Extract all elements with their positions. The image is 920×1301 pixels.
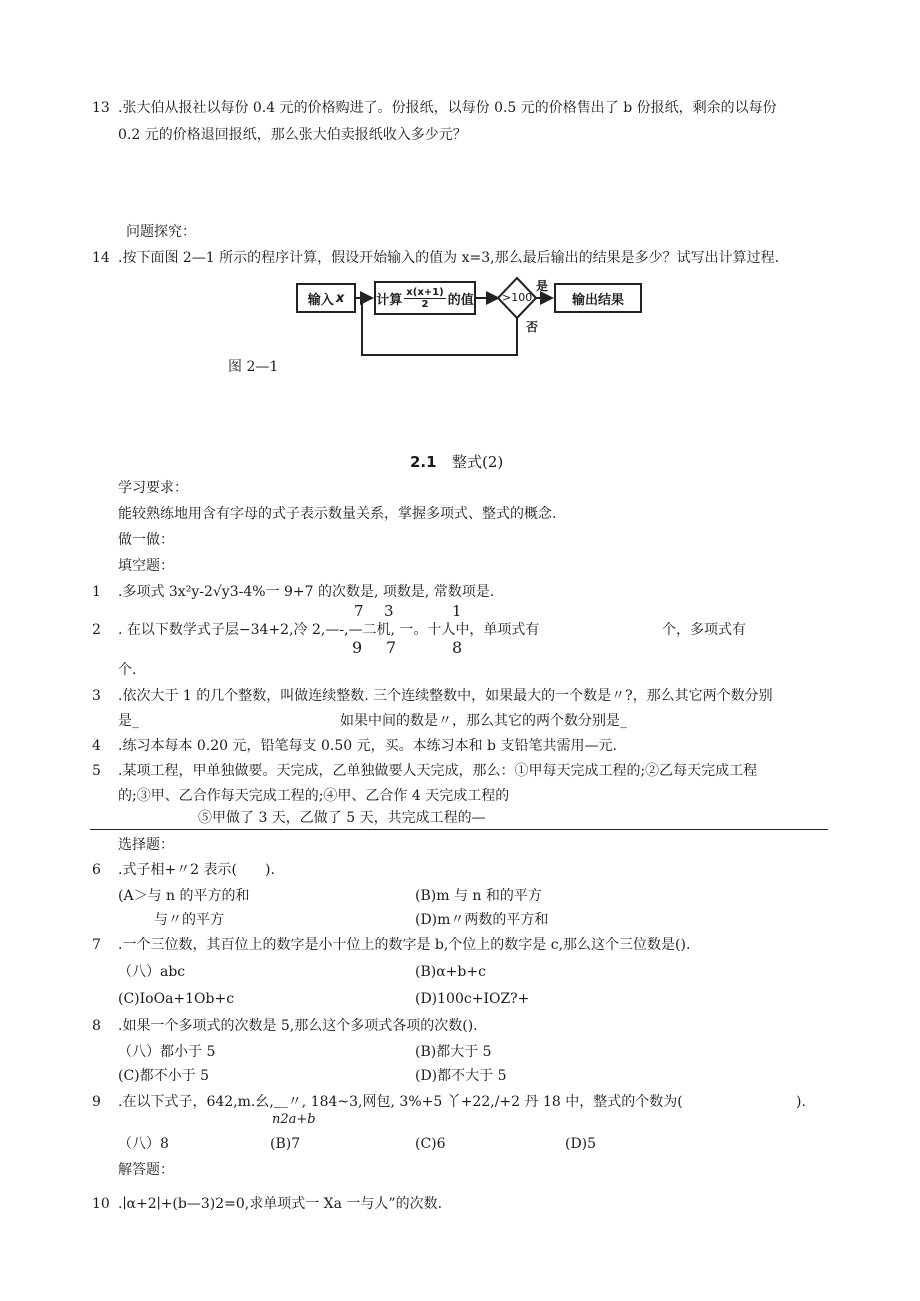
question-8-text: .如果一个多项式的次数是 5,那么这个多项式各项的次数(). (118, 1018, 478, 1034)
question-3-line1: .依次大于 1 的几个整数，叫做连续整数. 三个连续整数中，如果最大的一个数是〃?，那么其它两个数分别 (118, 688, 773, 704)
input-box (296, 283, 356, 313)
question-7-option-b: (B)α+b+c (415, 964, 486, 980)
question-2-number: 2 (92, 622, 101, 638)
question-7-option-c: (C)IoOa+1Ob+c (118, 991, 235, 1007)
question-7-text: .一个三位数，其百位上的数字是小十位上的数字是 b,个位上的数字是 c,那么这个三位数是(). (118, 937, 691, 953)
question-9-number: 9 (92, 1094, 101, 1110)
question-2-text-c: 个. (118, 662, 137, 678)
question-14-number: 14 (92, 250, 110, 266)
question-5-line3: ⑤甲做了 3 天，乙做了 5 天，共完成工程的— (198, 810, 486, 826)
question-4-text: .练习本每本 0.20 元，铅笔每支 0.50 元，买。本练习本和 b 支铅笔共需用—元. (118, 738, 617, 754)
question-13-line2: 0.2 元的价格退回报纸，那么张大伯卖报纸收入多少元？ (118, 127, 467, 143)
explore-label: 问题探究： (126, 224, 196, 240)
question-6-number: 6 (92, 862, 101, 878)
question-3-line2a: 是_ (118, 713, 139, 729)
question-7-option-a: （八）abc (118, 964, 186, 980)
input-label: 输入 (307, 292, 334, 308)
question-2-text-b: 个，多项式有 (662, 622, 746, 638)
question-9-subscript: n2a+b (272, 1112, 316, 1127)
question-5-line1: .某项工程，甲单独做要。天完成，乙单独做要人天完成，那么：①甲每天完成工程的;②乙每天完成工程 (118, 763, 758, 779)
question-8-option-d: (D)都不大于 5 (415, 1068, 507, 1084)
decision-label: >100 (502, 291, 533, 304)
question-9-text-end: ). (796, 1094, 806, 1110)
question-9-option-c: (C)6 (415, 1136, 446, 1152)
compute-prefix: 计算 (376, 292, 403, 308)
question-6-option-c: 与〃的平方 (154, 912, 224, 928)
section-number: 2.1 (410, 453, 437, 471)
question-2-sup-1: 7 (354, 602, 364, 620)
question-9-option-a: （八）8 (118, 1136, 169, 1152)
yes-label: 是 (536, 279, 549, 293)
compute-numerator: x(x+1) (406, 286, 444, 298)
requirements-text: 能较熟练地用含有字母的式子表示数量关系，掌握多项式、整式的概念. (118, 506, 557, 522)
question-2-sub-2: 7 (386, 638, 397, 657)
question-10-number: 10 (92, 1196, 110, 1212)
question-3-line2b: 如果中间的数是〃，那么其它的两个数分别是_ (340, 713, 627, 729)
question-8-option-a: （八）都小于 5 (118, 1044, 216, 1060)
question-8-option-b: (B)都大于 5 (415, 1044, 492, 1060)
question-9-option-d: (D)5 (565, 1136, 597, 1152)
compute-box (374, 281, 476, 315)
question-13-line1: .张大伯从报社以每份 0.4 元的价格购进了。份报纸，以每份 0.5 元的价格售出了 b 份报纸，剩余的以每份 (118, 100, 777, 116)
question-2-sup-3: 1 (452, 602, 462, 620)
question-2-text-a: . 在以下数学式子层−34+2,冷 2,—-,—二机, 一。十人中，单项式有 (118, 622, 540, 638)
question-4-number: 4 (92, 738, 101, 754)
question-1-text: .多项式 3x²y-2√y3-4%一 9+7 的次数是, 项数是, 常数项是. (118, 584, 495, 600)
question-7-option-d: (D)100c+IOZ?+ (415, 991, 530, 1007)
do-label: 做一做： (118, 532, 174, 548)
question-9-text: .在以下式子，642,m.幺,＿〃, 184~3,网包, 3%+5 丫+22,/+2 丹 18 中，整式的个数为( (118, 1094, 683, 1110)
compute-fraction (404, 287, 445, 310)
question-2-sup-2: 3 (384, 602, 394, 620)
question-14-text: .按下面图 2—1 所示的程序计算，假设开始输入的值为 x=3,那么最后输出的结果是多少？试写出计算过程. (118, 250, 780, 266)
question-6-option-a: (A＞与 n 的平方的和 (118, 888, 250, 904)
figure-caption: 图 2—1 (228, 359, 279, 375)
requirements-label: 学习要求： (118, 480, 188, 496)
section-title: 整式(2) (452, 453, 504, 471)
question-7-number: 7 (92, 937, 101, 953)
flowchart (290, 275, 650, 360)
question-6-text: .式子相+〃2 表示( ). (118, 862, 275, 878)
answer-label: 解答题： (118, 1162, 174, 1178)
choice-label: 选择题： (118, 837, 174, 853)
question-9-option-b: (B)7 (270, 1136, 301, 1152)
compute-denominator: 2 (421, 298, 429, 310)
question-5-number: 5 (92, 763, 101, 779)
question-13-number: 13 (92, 100, 110, 116)
output-box: 输出结果 (554, 283, 642, 313)
question-8-option-c: (C)都不小于 5 (118, 1068, 209, 1084)
fill-label: 填空题： (118, 558, 174, 574)
question-6-option-b: (B)m 与 n 和的平方 (415, 888, 542, 904)
question-8-number: 8 (92, 1018, 101, 1034)
question-1-number: 1 (92, 584, 101, 600)
question-2-sub-3: 8 (452, 638, 463, 657)
question-5-line2: 的;③甲、乙合作每天完成工程的;④甲、乙合作 4 天完成工程的 (118, 788, 510, 804)
question-3-number: 3 (92, 688, 101, 704)
compute-suffix: 的值 (447, 292, 474, 308)
section-divider (90, 829, 828, 830)
no-label: 否 (526, 320, 539, 334)
input-variable: x (335, 290, 345, 306)
question-10-text: .∣α+2∣+(b—3)2=0,求单项式一 Xa 一与人”的次数. (118, 1196, 443, 1212)
question-6-option-d: (D)m〃两数的平方和 (415, 912, 549, 928)
question-2-sub-1: 9 (352, 638, 363, 657)
